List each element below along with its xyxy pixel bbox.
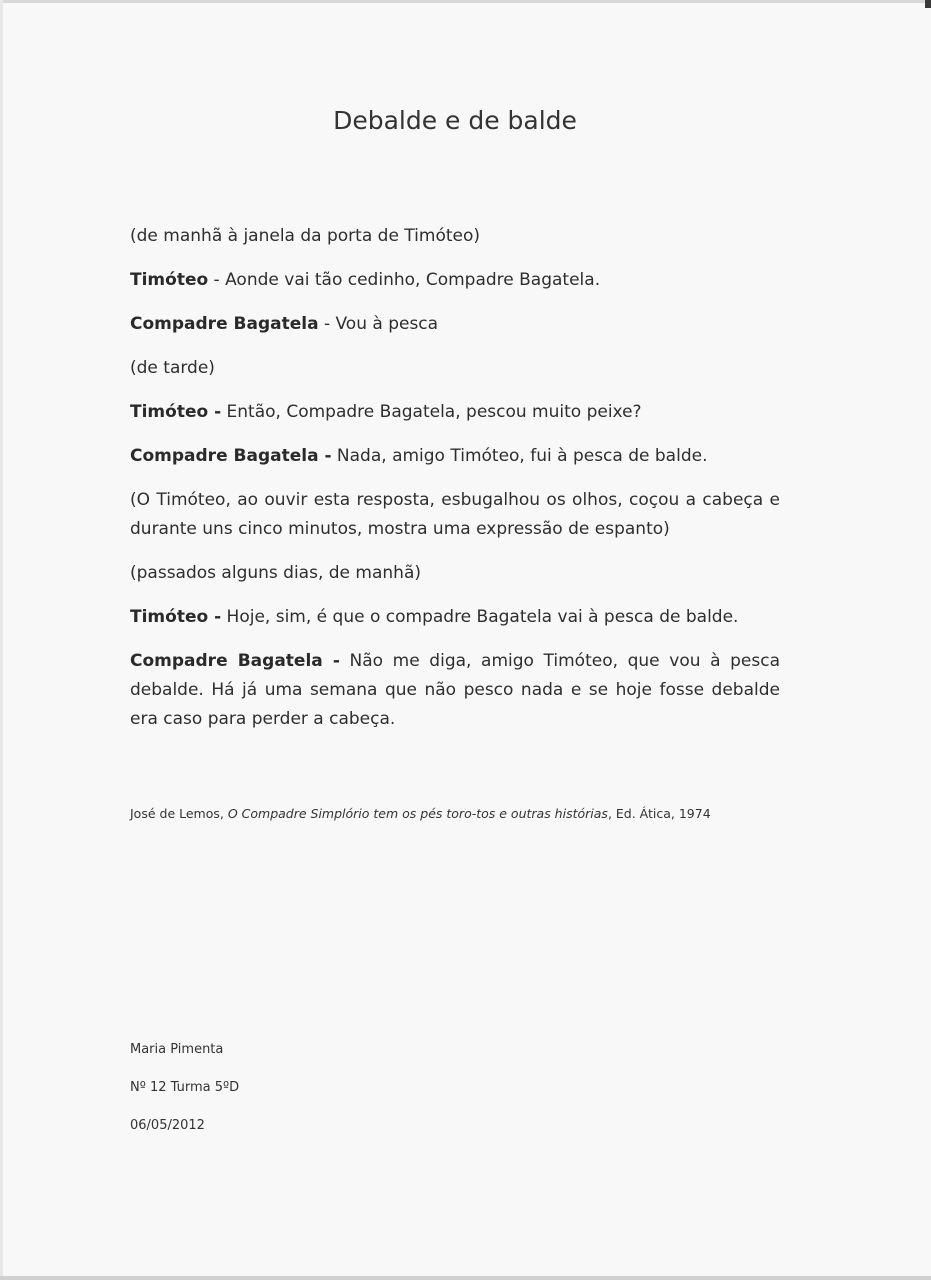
speaker-name: Compadre Bagatela - <box>130 651 340 671</box>
source-citation <box>130 806 830 821</box>
paragraph-text: - Vou à pesca <box>318 314 439 334</box>
speaker-name: Compadre Bagatela <box>130 314 319 334</box>
scan-edge-bottom <box>0 1276 931 1280</box>
scan-edge-left <box>0 0 3 1280</box>
paragraph-text: Hoje, sim, é que o compadre Bagatela vai à pesca de balde. <box>221 607 739 627</box>
dialogue-line <box>130 310 780 339</box>
paragraph-text: (O Timóteo, ao ouvir esta resposta, esbugalhou os olhos, coçou a cabeça e durante uns cinco minutos, mostra uma expressão de espanto) <box>130 490 780 539</box>
student-name: Maria Pimenta <box>130 1042 224 1057</box>
student-class: Nº 12 Turma 5ºD <box>130 1080 240 1095</box>
dialogue-line <box>130 266 780 295</box>
paragraph-text: Nada, amigo Timóteo, fui à pesca de balde. <box>331 446 708 466</box>
speaker-name: Timóteo - <box>130 607 222 627</box>
citation-author: José de Lemos, <box>130 806 228 821</box>
paragraph-text: (de manhã à janela da porta de Timóteo) <box>130 226 481 246</box>
scan-edge-top <box>0 0 931 3</box>
paragraph-text: - Aonde vai tão cedinho, Compadre Bagatela. <box>208 270 601 290</box>
dialogue-body <box>130 222 780 749</box>
citation-book-title: O Compadre Simplório tem os pés toro-tos e outras histórias <box>227 806 608 821</box>
student-signature <box>130 1040 239 1154</box>
signature-date: 06/05/2012 <box>130 1118 205 1133</box>
speaker-name: Timóteo - <box>130 402 222 422</box>
speaker-name: Timóteo <box>130 270 209 290</box>
dialogue-line <box>130 647 780 734</box>
paragraph-text: (passados alguns dias, de manhã) <box>130 563 421 583</box>
dialogue-line <box>130 398 780 427</box>
stage-direction <box>130 354 780 383</box>
stage-direction <box>130 559 780 588</box>
speaker-name: Compadre Bagatela - <box>130 446 332 466</box>
page-title: Debalde e de balde <box>333 106 577 135</box>
dialogue-line <box>130 442 780 471</box>
stage-direction <box>130 486 780 544</box>
scan-edge-mark <box>925 0 931 8</box>
paragraph-text: Então, Compadre Bagatela, pescou muito peixe? <box>221 402 642 422</box>
paragraph-text: Não me diga, amigo Timóteo, que vou à pesca debalde. Há já uma semana que não pesco nada e se hoje fosse debalde era caso para perder a cabeça. <box>130 651 780 729</box>
dialogue-line <box>130 603 780 632</box>
stage-direction <box>130 222 780 251</box>
citation-publisher: , Ed. Ática, 1974 <box>607 806 711 821</box>
paragraph-text: (de tarde) <box>130 358 215 378</box>
